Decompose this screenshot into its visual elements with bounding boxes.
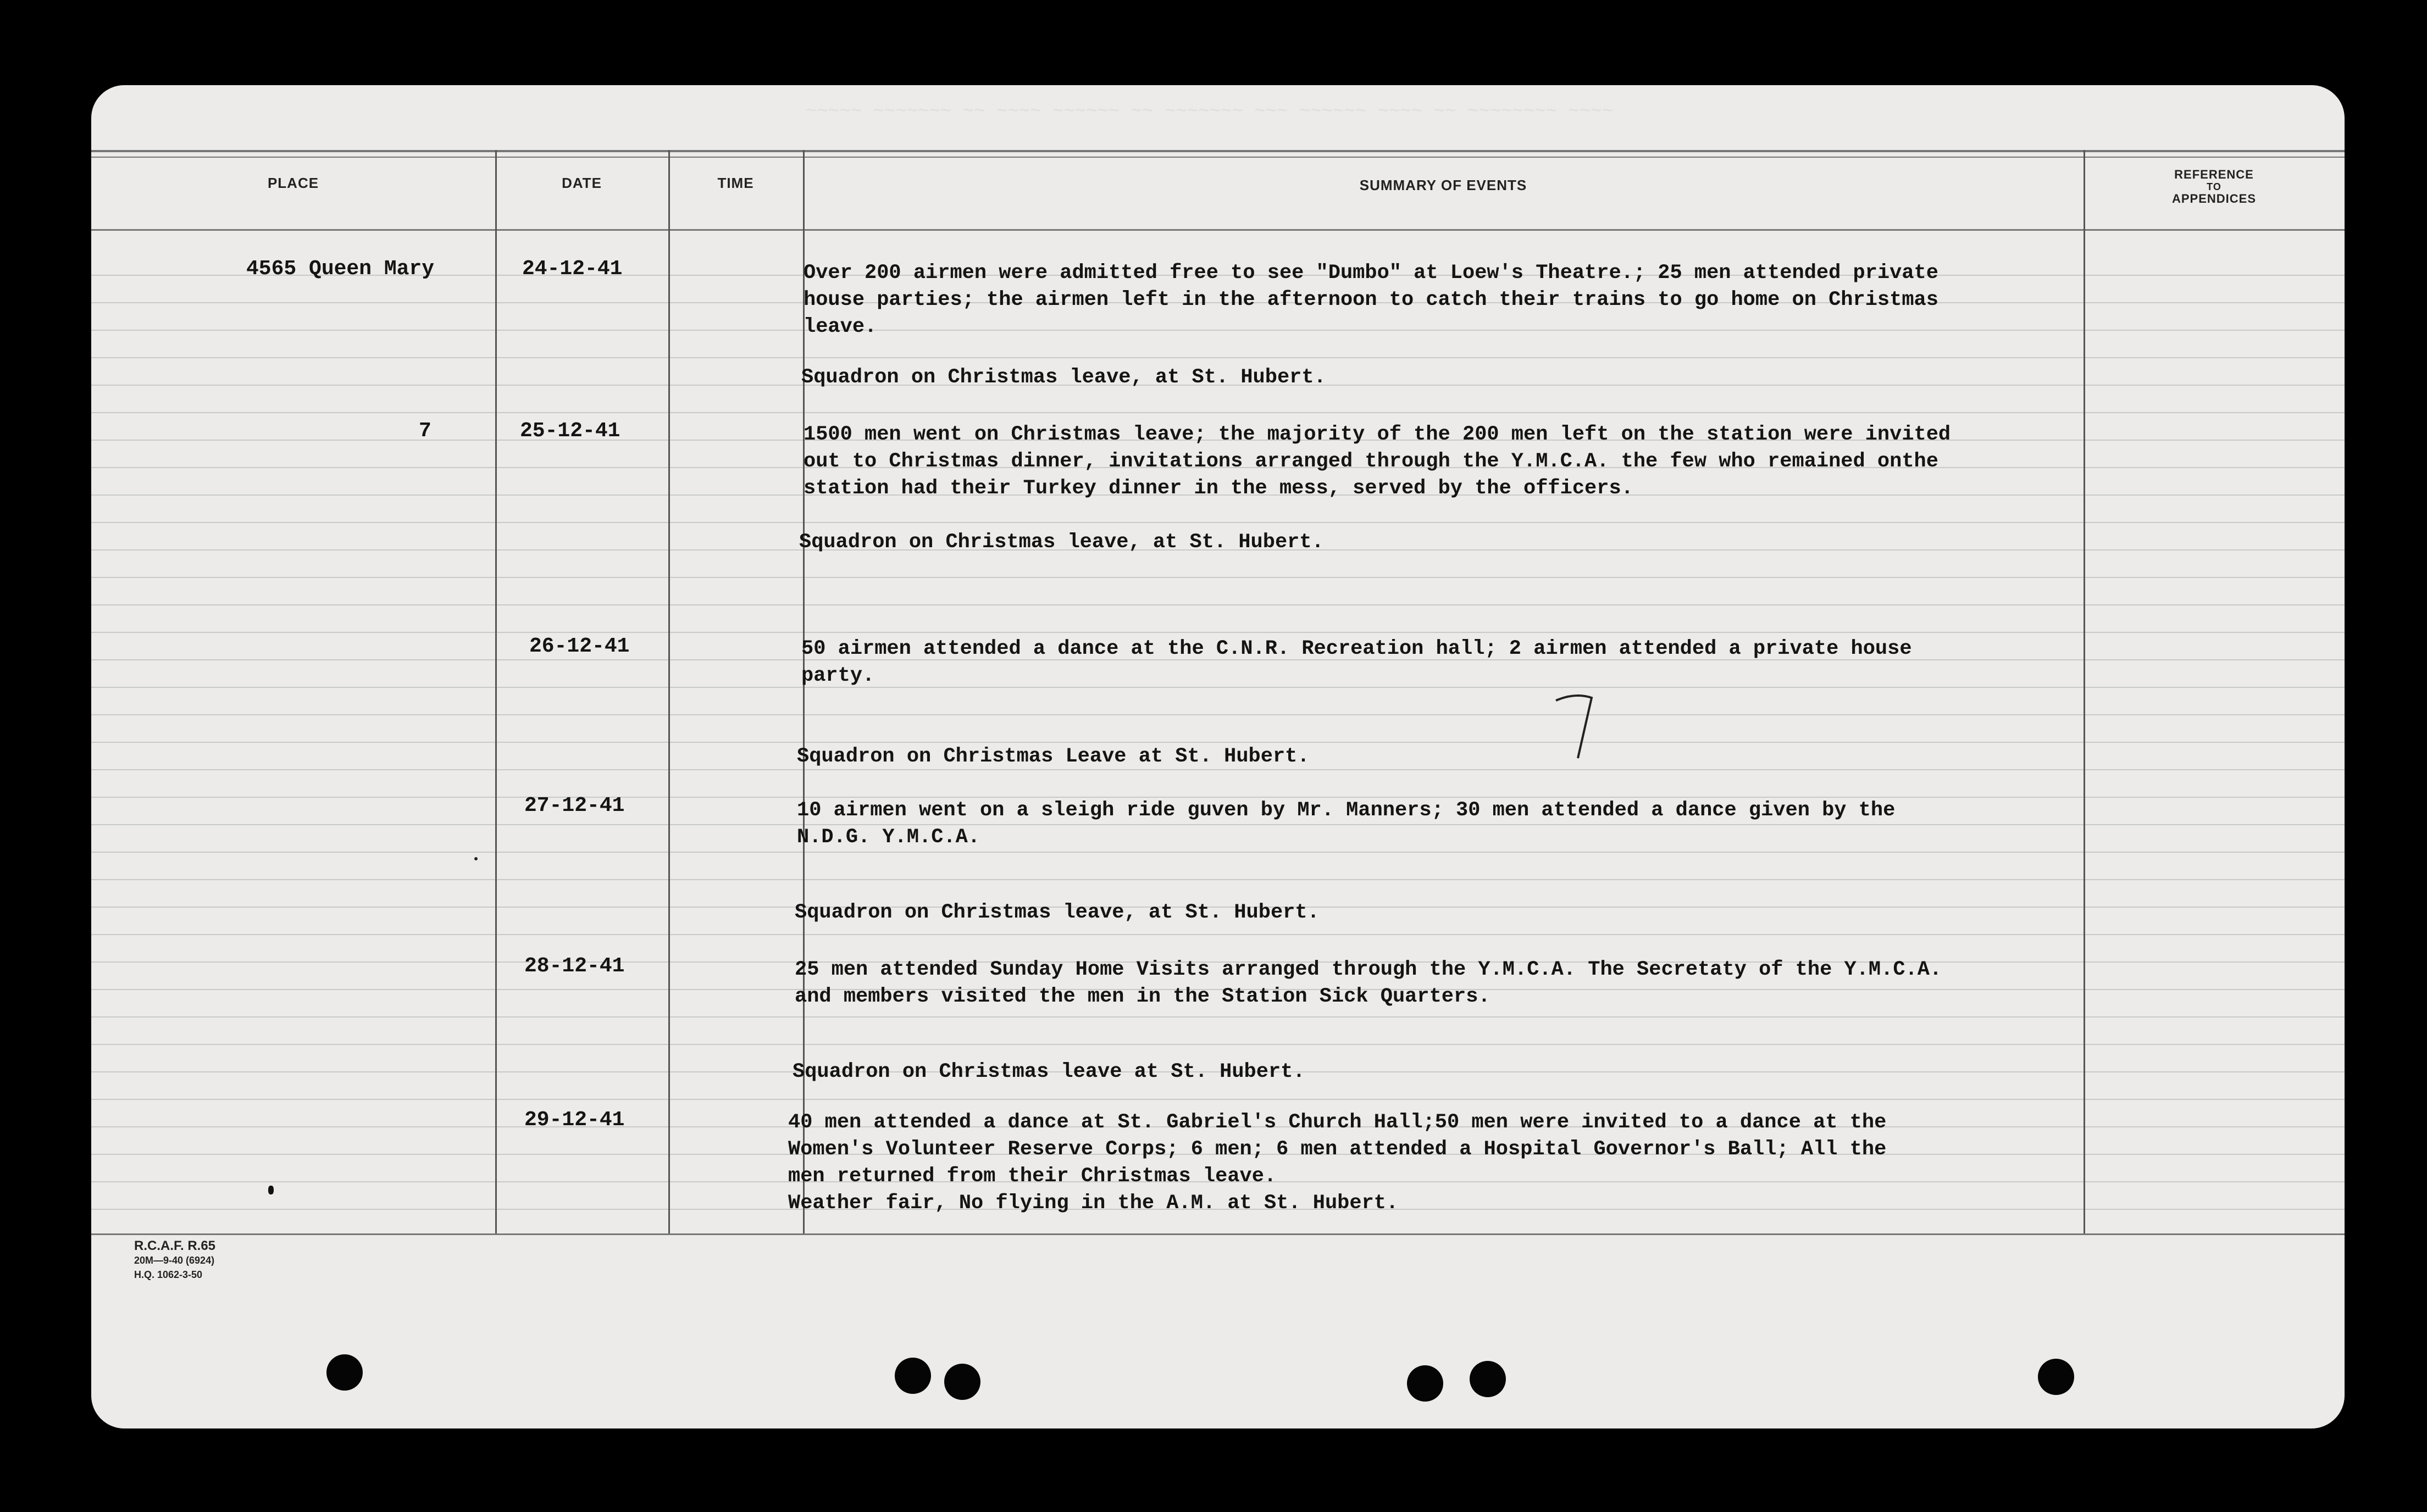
header-top-rule-2 [91,157,2345,158]
ruled-line [91,1044,2345,1045]
entry-squadron-note: Squadron on Christmas leave, at St. Hubert. [795,901,1320,924]
entry-summary [797,797,1895,851]
column-divider-date [668,150,670,1233]
header-reference-line1: REFERENCE [2174,168,2254,181]
summary-line: and members visited the men in the Station Sick Quarters. [795,985,1490,1008]
ink-speck [268,1186,274,1194]
entry-squadron-note: Squadron on Christmas Leave at St. Hubert. [797,745,1310,768]
summary-line: 40 men attended a dance at St. Gabriel's Church Hall;50 men were invited to a dance at the [788,1111,1887,1134]
entry-squadron-note: Squadron on Christmas leave, at St. Hubert. [799,531,1324,554]
summary-line: 1500 men went on Christmas leave; the majority of the 200 men left on the station were invited [804,423,1951,446]
entry-squadron-note: Squadron on Christmas leave at St. Hubert. [793,1060,1305,1083]
punch-hole [1407,1365,1443,1402]
summary-line: leave. [804,315,877,338]
ruled-line [91,742,2345,743]
entry-date: 29-12-41 [524,1108,625,1132]
entry-date: 25-12-41 [520,419,620,443]
header-place: PLACE [267,175,319,191]
ruled-line [91,1016,2345,1018]
ruled-line [91,934,2345,935]
entry-date: 24-12-41 [522,257,623,281]
bleed-through-texture: ~~~~~ ~~~~~~~ ~~ ~~~~ ~~~~~~ ~~ ~~~~~~~ ~~~ ~~~~~~ ~~~~ ~~ ~~~~~~~~ ~~~~ [806,102,1614,123]
entry-summary [804,260,1938,341]
table-bottom-rule [91,1233,2345,1235]
ruled-line [91,357,2345,358]
summary-line: Weather fair, No flying in the A.M. at St. Hubert. [788,1192,1399,1215]
ruled-line [91,522,2345,523]
punch-hole [2038,1359,2074,1395]
form-number-line3: H.Q. 1062-3-50 [134,1269,203,1280]
handwritten-seven-mark [1553,690,1597,761]
entry-squadron-note: Squadron on Christmas leave, at St. Hubert. [801,366,1326,389]
entry-summary [801,636,1912,690]
header-date: DATE [562,175,602,191]
entry-summary [795,957,1942,1010]
summary-line: N.D.G. Y.M.C.A. [797,826,980,849]
ruled-line [91,1099,2345,1100]
diary-card [91,85,2345,1428]
summary-line: out to Christmas dinner, invitations arranged through the Y.M.C.A. the few who remained onthe [804,450,1938,473]
entry-date: 26-12-41 [529,635,630,658]
header-top-rule [91,150,2345,152]
entry-place: 7 [419,419,431,443]
ruled-line [91,412,2345,413]
punch-hole [1470,1361,1506,1397]
entry-place: 4565 Queen Mary [246,257,435,281]
summary-line: 25 men attended Sunday Home Visits arranged through the Y.M.C.A. The Secretaty of the Y.M.C.A. [795,958,1942,981]
entry-summary [804,421,1951,502]
form-number [134,1239,215,1282]
summary-line: Women's Volunteer Reserve Corps; 6 men; 6 men attended a Hospital Governor's Ball; All the [788,1138,1887,1161]
ruled-line [91,714,2345,715]
header-time: TIME [717,175,754,191]
summary-line: party. [801,664,875,687]
header-reference [2084,168,2345,206]
header-reference-line3: APPENDICES [2171,192,2257,205]
punch-hole [895,1358,931,1394]
column-divider-summary [2084,150,2085,1233]
ruled-line [91,632,2345,633]
header-summary: SUMMARY OF EVENTS [1359,177,1527,193]
summary-line: men returned from their Christmas leave. [788,1165,1277,1188]
summary-line: 50 airmen attended a dance at the C.N.R. Recreation hall; 2 airmen attended a private house [801,637,1912,660]
ruled-line [91,879,2345,880]
form-number-line2: 20M—9-40 (6924) [134,1255,215,1266]
form-number-line1: R.C.A.F. R.65 [134,1238,216,1253]
punch-hole [944,1364,980,1400]
ruled-line [91,852,2345,853]
header-reference-line2: TO [2207,181,2221,192]
column-divider-place [495,150,497,1233]
ruled-line [91,577,2345,578]
entry-summary [788,1109,1886,1217]
header-bottom-rule [91,229,2345,231]
ink-speck [474,857,478,860]
entry-date: 28-12-41 [524,954,625,978]
summary-line: house parties; the airmen left in the afternoon to catch their trains to go home on Christmas [804,288,1938,312]
summary-line: station had their Turkey dinner in the mess, served by the officers. [804,477,1633,500]
punch-hole [326,1354,363,1391]
ruled-line [91,604,2345,605]
summary-line: 10 airmen went on a sleigh ride guven by Mr. Manners; 30 men attended a dance given by the [797,799,1896,822]
summary-line: Over 200 airmen were admitted free to see "Dumbo" at Loew's Theatre.; 25 men attended private [804,262,1938,285]
entry-date: 27-12-41 [524,794,625,818]
